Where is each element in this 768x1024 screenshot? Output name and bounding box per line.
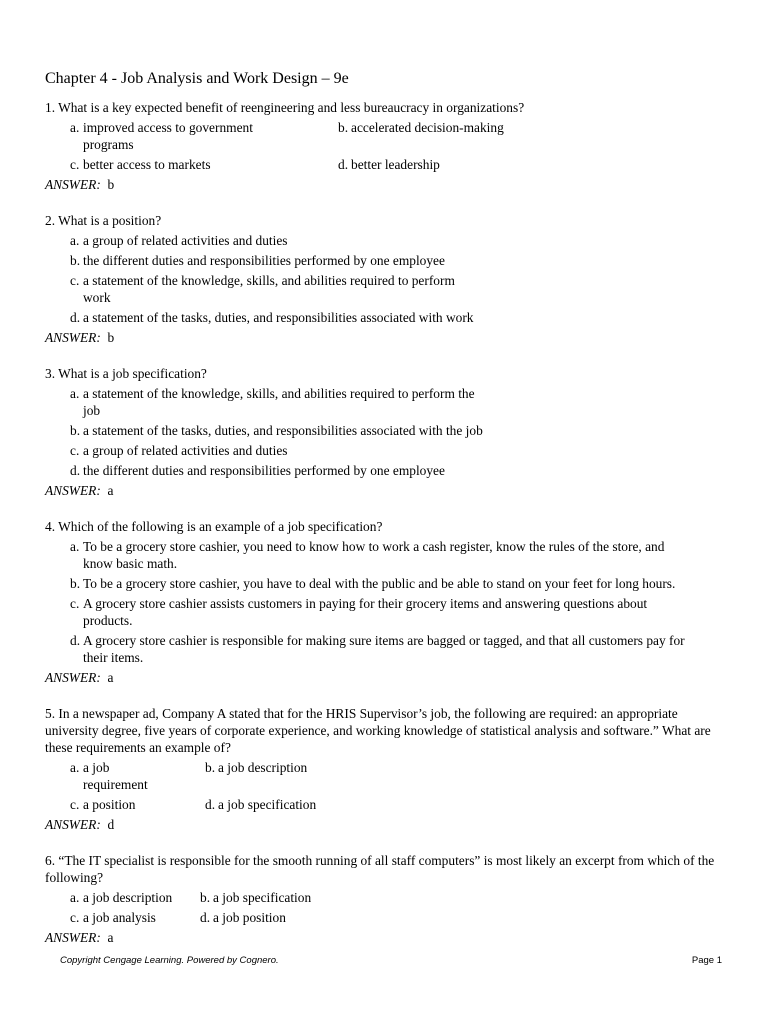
option-b: b. To be a grocery store cashier, you have to deal with the public and be able to stand on your feet for long hours. (70, 576, 676, 591)
answer-value: b (107, 177, 115, 192)
option-a: a. a group of related activities and duties (70, 233, 288, 248)
answer (45, 816, 725, 833)
option-d: d. better leadership (338, 157, 440, 172)
option-a: a. a statement of the knowledge, skills, and abilities required to perform the job (70, 386, 475, 418)
options (70, 759, 725, 813)
answer-label: ANSWER: (45, 817, 101, 832)
option-c: c. a statement of the knowledge, skills, and abilities required to perform work (70, 273, 455, 305)
question-stem: 2. What is a position? (45, 213, 162, 228)
option-c: c. a job analysis (70, 910, 156, 925)
option-c: c. better access to markets (70, 157, 211, 172)
answer-label: ANSWER: (45, 177, 101, 192)
answer (45, 329, 725, 346)
option-a: a. a job description (70, 890, 173, 905)
option-a: a. To be a grocery store cashier, you need to know how to work a cash register, know the rules of the store, and know basic math. (70, 539, 665, 571)
answer-label: ANSWER: (45, 330, 101, 345)
answer-label: ANSWER: (45, 483, 101, 498)
option-d: d. a job position (200, 910, 286, 925)
option-c: c. a position (70, 797, 136, 812)
question-stem: 1. What is a key expected benefit of reengineering and less bureaucracy in organizations? (45, 100, 525, 115)
answer-value: a (107, 483, 114, 498)
question-stem: 6. “The IT specialist is responsible for the smooth running of all staff computers” is most likely an excerpt from which of the following? (45, 853, 715, 885)
question-stem: 5. In a newspaper ad, Company A stated that for the HRIS Supervisor’s job, the following are required: an appropriate university degree, five years of corporate experience, and working knowledge of statistical analysis and software.” What are these requirements an example of? (45, 706, 711, 755)
option-c: c. A grocery store cashier assists customers in paying for their grocery items and answering questions about products. (70, 596, 648, 628)
options (70, 119, 725, 173)
answer (45, 669, 725, 686)
copyright-text: Copyright Cengage Learning. Powered by Cognero. (60, 955, 279, 966)
options (70, 232, 490, 326)
page-footer (60, 955, 722, 966)
answer (45, 929, 725, 946)
question-stem: 4. Which of the following is an example of a job specification? (45, 519, 383, 534)
option-d: d. a job specification (205, 797, 317, 812)
question-5 (45, 705, 725, 833)
options (70, 538, 710, 666)
document-page (45, 68, 725, 946)
question-2 (45, 212, 725, 346)
question-1 (45, 99, 725, 193)
answer (45, 176, 725, 193)
page-number: Page 1 (691, 955, 722, 966)
option-b: b. a job description (205, 760, 308, 775)
option-d: d. A grocery store cashier is responsible for making sure items are bagged or tagged, and that all customers pay for their items. (70, 633, 685, 665)
answer-value: a (107, 930, 114, 945)
question-stem: 3. What is a job specification? (45, 366, 207, 381)
option-a: a. a job requirement (70, 760, 148, 792)
option-a: a. improved access to government programs (70, 120, 253, 152)
answer-value: b (107, 330, 115, 345)
chapter-title: Chapter 4 - Job Analysis and Work Design – 9e (45, 70, 349, 87)
answer-value: a (107, 670, 114, 685)
answer (45, 482, 725, 499)
option-b: b. accelerated decision-making (338, 120, 504, 135)
options (70, 889, 725, 926)
option-d: d. a statement of the tasks, duties, and responsibilities associated with work (70, 310, 474, 325)
answer-value: d (107, 817, 115, 832)
option-b: b. a job specification (200, 890, 312, 905)
option-b: b. a statement of the tasks, duties, and responsibilities associated with the job (70, 423, 483, 438)
option-b: b. the different duties and responsibilities performed by one employee (70, 253, 445, 268)
option-c: c. a group of related activities and duties (70, 443, 288, 458)
answer-label: ANSWER: (45, 930, 101, 945)
option-d: d. the different duties and responsibilities performed by one employee (70, 463, 445, 478)
question-4 (45, 518, 725, 686)
answer-label: ANSWER: (45, 670, 101, 685)
options (70, 385, 510, 479)
question-6 (45, 852, 725, 946)
question-3 (45, 365, 725, 499)
